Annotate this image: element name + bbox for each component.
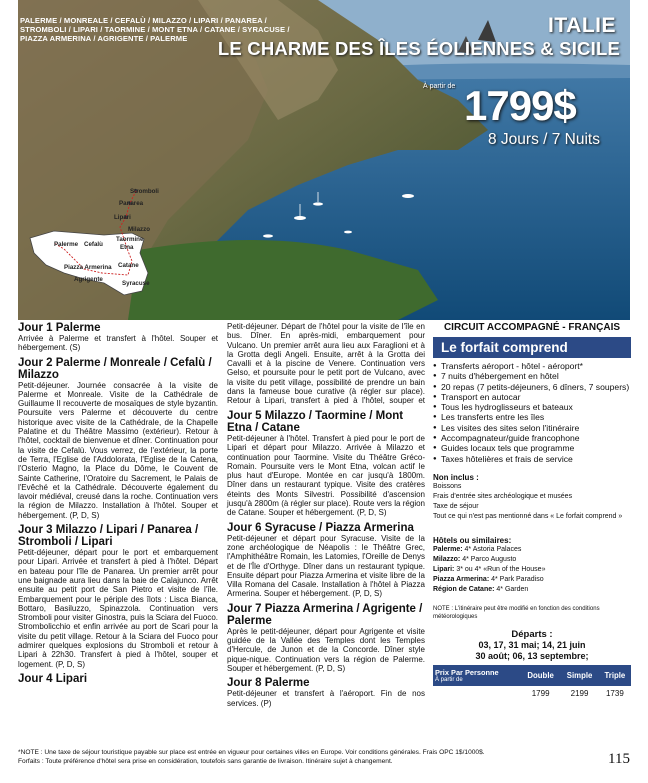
circuit-label: CIRCUIT ACCOMPAGNÉ - FRANÇAIS [443, 322, 621, 333]
day-5 [227, 410, 425, 518]
list-item: ● Tous les hydroglisseurs et bateaux [433, 402, 631, 412]
hotel-city: Lipari: [433, 565, 455, 573]
map-label-catane: Catane [118, 262, 139, 269]
list-item: ● Transferts aéroport - hôtel - aéroport* [433, 361, 631, 371]
hero-photo [18, 0, 630, 320]
day-text: Petit-déjeuner. Départ de l'hôtel pour la visite de l'île en bus. Dîner. En après-midi, embarquement pour Vulcano. Un premier arrêt aura lieu aux Faraglioni et à la Grotta degli Angeli. Ensuite, arrêt à la Grotta dei Cavalli et à la piscine de Venere. Continuation vers Gelso, et poursuite pour le petit port de Vulcano, avec la visite du petit village, possibilité de prendre un bain dans la fameuse boue curative (à régler sur place). Retour à Lipari, transfert à pied à l'hôtel, souper et [227, 322, 425, 406]
hotel-city: Piazza Armerina: [433, 575, 490, 583]
list-item: ● Taxes hôtelières et frais de service [433, 454, 631, 464]
forfait-list [433, 361, 631, 464]
country-title: ITALIE [548, 14, 616, 37]
price-triple: 1739 [605, 688, 624, 698]
day-title: Jour 5 Milazzo / Taormine / Mont Etna / Catane [227, 410, 404, 434]
departures-line-2: 30 août; 06, 13 septembre; [475, 650, 589, 661]
price-double: 1799 [531, 688, 550, 698]
non-inclus-item: Frais d'entrée sites archéologique et musées [433, 492, 573, 500]
map-label-stromboli: Stromboli [130, 188, 159, 195]
map-label-taormine: Taormine [116, 236, 144, 243]
day-6 [227, 522, 425, 599]
day-7 [227, 603, 425, 673]
day-title: Jour 6 Syracuse / Piazza Armerina [227, 521, 414, 534]
day-text: Après le petit-déjeuner, départ pour Agrigente et visite guidée de la Vallée des Temples dont les Temples d'Hercule, de Junon et de la Concorde. Dîner style pique-nique. Continuation vers la région de Palerme. Souper et hébergement. (P, D, S) [227, 626, 425, 673]
hotel-row [433, 585, 631, 595]
hotel-name: 4* Park Paradiso [491, 575, 544, 583]
list-item: ● Guides locaux tels que programme [433, 443, 631, 453]
day-title: Jour 1 Palerme [18, 322, 101, 334]
day-3 [18, 524, 218, 669]
map-label-lipari: Lipari [114, 214, 131, 221]
hotel-city: Milazzo: [433, 555, 461, 563]
non-inclus-item: Boissons [433, 482, 462, 490]
hotel-city: Région de Catane: [433, 585, 495, 593]
footer-line-1: *NOTE : Une taxe de séjour touristique payable sur place est entrée en vigueur pour certaines villes en Europe. Voir conditions générales. Frais OPC 1$/1000$. [18, 749, 485, 756]
day-4 [227, 322, 425, 406]
price-table [433, 665, 631, 701]
col-simple: Simple [560, 665, 598, 686]
page-number: 115 [608, 751, 630, 767]
day-title: Jour 8 Palerme [227, 677, 310, 690]
map-label-palerme: Palerme [54, 241, 79, 248]
day-title: Jour 4 Lipari [18, 672, 88, 685]
hotel-row [433, 565, 631, 575]
weather-note: NOTE : L'itinéraire peut être modifié en fonction des conditions météorologiques [433, 605, 600, 620]
hotel-name: 4* Garden [496, 585, 529, 593]
itinerary-col-2 [227, 322, 425, 712]
non-inclus-item: Taxe de séjour [433, 502, 479, 510]
day-1 [18, 322, 218, 353]
duration: 8 Jours / 7 Nuits [488, 131, 600, 148]
price-header-label: Prix Par Personne [435, 667, 499, 677]
map-label-piazza: Piazza Armerina [64, 264, 112, 271]
day-title: Jour 3 Milazzo / Lipari / Panarea / Stromboli / Lipari [18, 524, 199, 549]
hotel-name: 4* Astoria Palaces [464, 545, 522, 553]
forfait-heading: Le forfait comprend [433, 337, 631, 358]
day-text: Petit-déjeuner, départ pour le port et embarquement pour Lipari. Arrivée et transfert à pied à l'hôtel. Départ en bateau pour l'île de Panarea. Un premier arrêt pour une baignade aura lieu dans la baie de Calajunco. Arrêt ensuite au petit port de San Pietro et visite de l'île. Embarquement pour le périple des îlots : Lisca Bianca, Bottaro, Basiluzzo, Spinazzola. Continuation vers Stromboli pour visiter Ginostra, puis la Sciara del Fuoco. Strombolicchio et enfin arrivée au port de Scari pour la visite du petit village. Retour à la Sciara del Fuoco pour admirer quelques explosions du Stromboli et retour à Lipari à 22h30. Transfert à pied à l'hôtel, souper et logement. (P, D, S) [18, 548, 218, 669]
price-row-spacer [433, 686, 521, 701]
day-8 [227, 677, 425, 708]
departures-label: Départs : [511, 628, 553, 640]
price-simple: 2199 [570, 688, 589, 698]
map-label-milazzo: Milazzo [128, 226, 151, 233]
list-item: ● 7 nuits d'hébergement en hôtel [433, 371, 631, 381]
hotels-heading: Hôtels ou similaires: [433, 535, 512, 545]
price-header-sub: À partir de [435, 676, 463, 683]
map-label-cefalu: Cefalù [84, 241, 103, 248]
from-label: À partir de [423, 83, 456, 90]
day-text: Arrivée à Palerme et transfert à l'hôtel. Souper et hébergement. (S) [18, 334, 218, 353]
day-title: Jour 7 Piazza Armerina / Agrigente / Palerme [227, 602, 423, 627]
info-column [433, 322, 631, 701]
hotel-city: Palerme: [433, 545, 463, 553]
departures [433, 629, 631, 662]
list-item: ● Les transferts entre les îles [433, 412, 631, 422]
itinerary-col-1 [18, 322, 218, 689]
non-inclus-item: Tout ce qui n'est pas mentionné dans « Le forfait comprend » [433, 512, 623, 520]
list-item: ● Les visites des sites selon l'itinéraire [433, 423, 631, 433]
list-item: ● 20 repas (7 petits-déjeuners, 6 dîners, 7 soupers) [433, 382, 631, 392]
price: 1799$ [464, 82, 576, 129]
tour-title: LE CHARME DES ÎLES ÉOLIENNES & SICILE [217, 38, 620, 59]
footer-notes [18, 748, 598, 766]
col-double: Double [521, 665, 560, 686]
map-label-etna: Etna [120, 244, 134, 251]
day-text: Petit-déjeuner et départ pour Syracuse. Visite de la zone archéologique de Néapolis : le Théâtre Grec, l'Amphithéâtre Romain, les Latomies, l'Oreille de Denys et de l'Île d'Orthyge. Dîner dans un restaurant typique. Ensuite départ pour Piazza Armerina et visite libre de la Villa Romana del Casale. Installation à l'hôtel à Piazza Armerina. Souper et hébergement. (P, D, S) [227, 533, 425, 599]
map-label-syracuse: Syracuse [122, 280, 150, 287]
day-text: Petit-déjeuner et transfert à l'aéroport. Fin de nos services. (P) [227, 689, 425, 708]
non-inclus-heading: Non inclus : [433, 472, 479, 482]
price-table-header [433, 665, 521, 686]
map-label-agrigente: Agrigente [74, 276, 103, 283]
col-triple: Triple [599, 665, 631, 686]
day-title: Jour 2 Palerme / Monreale / Cefalù / Milazzo [18, 356, 212, 381]
day-text: Petit-déjeuner. Journée consacrée à la visite de Palerme et Monreale. Visite de la Cathédrale de Guillaume II recouverte de mosaïques de style byzantin. Poursuite vers Palerme et découverte du centre historique avec visite de la Cathédrale, de la Chapelle Palatine et du Théâtre Massimo (extérieur). Retour à l'hôtel, cocktail de bienvenue et dîner. Continuation pour la visite de Cefalù. Vous verrez, de l'extérieur, la porte de Terra, l'Eglise de l'Addolorata, l'Eglise de la Catena, l'Osterio Magno, la Place du Dôme, le Couvent de Sainte Catherine, l'Oratoire du Sacrement, le Palais de l'Evêché et la Cathédrale. Découverte également du lavoir médiéval, creusé dans la roche. Continuation vers la région de Milazzo. Installation à l'hôtel. Souper et hébergement. (P, D, S) [18, 380, 218, 520]
day-text: Petit-déjeuner à l'hôtel. Transfert à pied pour le port de Lipari et départ pour Milazzo. Arrivée à Milazzo et continuation pour Taormine. Visite du Théâtre Gréco-Romain. Poursuite vers le Mont Etna, volcan actif le plus haut d'Europe. Montée en car jusqu'à 1800m. Dîner dans un restaurant typique. Visite des cratères éteints des Monts Silvestri. Possibilité d'ascension jusqu'à 2800m (à régler sur place). Route vers la région de Catane. Souper et hébergement. (P, D, S) [227, 434, 425, 518]
route-list: PALERME / MONREALE / CEFALÙ / MILAZZO / LIPARI / PANAREA / STROMBOLI / LIPARI / TAORMINE / MONT ETNA / CATANE / SYRACUSE / PIAZZA ARMERINA / AGRIGENTE / PALERME [20, 16, 290, 43]
day-2 [18, 357, 218, 520]
hotel-name: 3* ou 4* «Run of the House» [456, 565, 546, 573]
list-item: ● Transport en autocar [433, 392, 631, 402]
hotel-row [433, 545, 631, 555]
sicily-map [24, 183, 184, 308]
hotel-row [433, 575, 631, 585]
list-item: ● Accompagnateur/guide francophone [433, 433, 631, 443]
departures-line-1: 03, 17, 31 mai; 14, 21 juin [478, 639, 586, 650]
map-label-panarea: Panarea [119, 200, 144, 207]
hotel-name: 4* Parco Augusto [462, 555, 517, 563]
footer-line-2: Forfaits : Toute préférence d'hôtel sera prise en considération, toutefois sans garantie de livraison. Itinéraire sujet à changement. [18, 758, 393, 765]
hotel-row [433, 555, 631, 565]
day-4-title-block [18, 673, 218, 685]
